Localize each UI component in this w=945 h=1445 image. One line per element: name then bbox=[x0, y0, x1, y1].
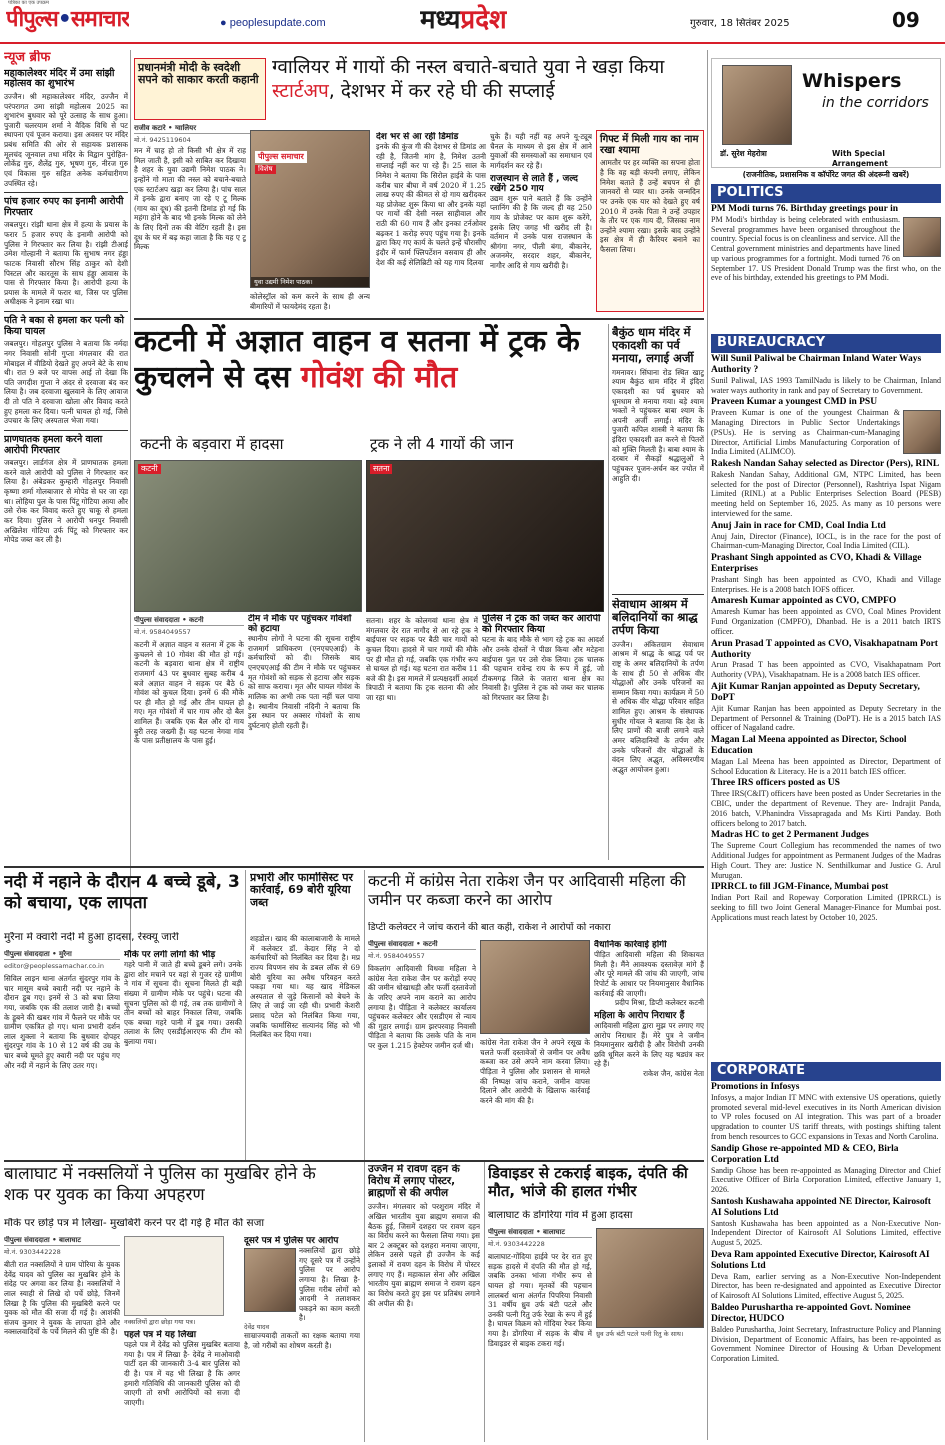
katni-accident-photo bbox=[134, 460, 362, 612]
naxal-headline: बालाघाट में नक्सलियों ने पुलिस का मुखबिर होने के शक पर युवक का किया अपहरण bbox=[4, 1164, 316, 1206]
author-name: डॉ. सुरेश मेहरोत्रा bbox=[720, 149, 767, 158]
brief-headline: पांच हजार रुपए का इनामी आरोपी गिरफ्तार bbox=[4, 196, 124, 218]
list-item: Prashant Singh appointed as CVO, Khadi & Village Enterprises Prashant Singh has been appointed as CVO, Khadi and Village Enterprises. He is a 2008 batch IOFS officer. bbox=[711, 553, 941, 594]
mobile-number: मो.नं. 9303442228 bbox=[4, 1248, 61, 1256]
pm-photo bbox=[903, 217, 941, 257]
corporate-list bbox=[711, 1082, 941, 1440]
whispers-title: Whispers bbox=[802, 70, 902, 92]
quote-author: प्रदीप मिश्रा, डिप्टी कलेक्टर कटनी bbox=[614, 998, 704, 1008]
subheadline-katni: कटनी के बड़वारा में हादसा bbox=[140, 436, 284, 453]
naxal-col-3 bbox=[244, 1236, 360, 1440]
brief-item bbox=[4, 316, 128, 426]
mobile-number: मो.नं. 9425119604 bbox=[134, 136, 191, 144]
paragraph: घटना के बाद मौके से भाग रहे ट्रक का आदर्श और उनके दोस्तों ने पीछा किया और मटेहना बाईपास पुल पर उसे रोक लिया। ट्रक चालक की पहचान रावेन्द्र राय के रूप में हुई, जो टीकमगढ़ जिले के जतारा थाना क्षेत्र का निवासी है। पुलिस ने ट्रक को जब्त कर चालक को गिरफ्तार कर लिया है। bbox=[482, 635, 604, 702]
bike-accident-headline: डिवाइडर से टकराई बाइक, दंपति की मौत, भांजे की हालत गंभीर bbox=[488, 1164, 688, 1200]
list-item: IPRRCL to fill JGM-Finance, Mumbai post Indian Port Rail and Ropeway Corporation Limited (IPRRCL) is seeking to fill two Joint General Manager-Finance for Mumbai post. Applications must reach latest by October 10, 2025. bbox=[711, 882, 941, 922]
byline: पीपुल्स संवाददाता • कटनी bbox=[368, 940, 476, 950]
byline: पीपुल्स संवाददाता • बालाघाट bbox=[488, 1228, 592, 1238]
brief-item bbox=[4, 435, 128, 545]
byline: पीपुल्स संवाददाता • कटनी bbox=[134, 616, 244, 626]
list-item: Anuj Jain in race for CMD, Coal India Ltd Anuj Jain, Director (Finance), IOCL, is in the race for the post of Chairman-cum-Managing Director, Coal India Limited (CIL). bbox=[711, 520, 941, 551]
rakesh-headline: कटनी में कांग्रेस नेता राकेश जैन पर आदिवासी महिला की जमीन पर कब्जा करने का आरोप bbox=[368, 872, 686, 910]
brief-item bbox=[4, 69, 128, 189]
list-item: Magan Lal Meena appointed as Director, School Education Magan Lal Meena has been appointed as Director, Department of School Education & Literacy. He is a 2011 batch IES officer. bbox=[711, 735, 941, 776]
victim-photo bbox=[480, 940, 590, 1034]
startup-headline: ग्वालियर में गायों की नस्ल बचाते-बचाते युवा ने खड़ा किया स्टार्टअप, देशभर में कर रहे घी की सप्लाई bbox=[272, 56, 665, 102]
gift-cow-box bbox=[596, 130, 704, 312]
subhead: पुलिस ने ट्रक को जब्त कर आरोपी को गिरफ्तार किया bbox=[482, 614, 601, 635]
brief-body: उज्जैन। श्री महाकालेश्वर मंदिर, उज्जैन में परंपरागत उमा सांझी महोत्सव 2025 का शुभारंभ बुधवार को पूरे उत्साह के साथ हुआ। पुजारी चलरयाम शर्मा ने वैदिक विधि से पट स्थापना एवं पूजन कराया। इस अवसर पर मंदिर प्रबंध समिति की ओर से सहायक प्रशासक मूलचंद जूनवाल तथा मंदिर के विद्वान पुरोहित- लोकेंद्र गुरु, शैलेंद्र गुरु, भूषण गुरु, नीरज गुरु एवं विकास गुरु सहित अनेक कर्मचारीगण उपस्थित रहे। bbox=[4, 91, 128, 188]
paragraph: उज्जैन। अंकितग्राम सेवाधाम आश्रम में श्राद्ध के श्राद्ध पर्व पर राष्ट्र के अमर बलिदानियों के तर्पण के साथ ही 50 से अधिक वीर योद्धाओं और उनके परिजनों का सम्मान किया गया। कार्यक्रम में 50 से अधिक वीर योद्धा परिवार सहित शामिल हुए। आश्रम के संस्थापक सुधीर गोयल ने बताया कि देश के लिए प्राणों की बाजी लगाने वाले अमर बलिदानियों के तर्पण और उनके परिजनों वीर योद्धाओं के वंदन लिए अद्भुत, अविस्मरणीय अद्भुत आयोजन हुआ। bbox=[612, 639, 704, 774]
globe-icon: ● bbox=[220, 17, 230, 29]
cow-deaths-headline: कटनी में अज्ञात वाहन व सतना में ट्रक के कुचलने से दस गोवंश की मौत bbox=[134, 324, 580, 395]
quote-author: राकेश जैन, कांग्रेस नेता bbox=[643, 1069, 704, 1079]
rakesh-subheadline: डिप्टी कलेक्टर ने जांच कराने की बात कही, राकेश ने आरोपों को नकारा bbox=[368, 922, 611, 933]
location-tag: सतना bbox=[370, 464, 392, 474]
naxal-col-2 bbox=[124, 1330, 240, 1440]
list-item: Will Sunil Paliwal be Chairman Inland Water Ways Authority ? Sunil Paliwal, IAS 1993 TamilNadu is likely to be Chairman, Inland water ways authority in rank and pay of Secretary to Government. bbox=[711, 354, 941, 395]
story-kicker-box bbox=[134, 58, 266, 120]
masthead bbox=[0, 0, 945, 44]
special-arrangement: With Special Arrangement bbox=[832, 149, 888, 168]
pharmacist-body: शहडोल। खाद की कालाबाजारी के मामले में कलेक्टर डॉ. केदार सिंह ने दो कर्मचारियों को निलंबित कर दिया है। मप्र राज्य विपणन संघ के डबल लॉक से 69 बोरी यूरिया का अवैध परिवहन करते पकड़ा गया था। यह खाद मेडिकल अस्पताल से जुड़े किसानों को बेचने के लिए ले जाई जा रही थी। प्रभारी केशरी प्रसाद पटेल को निलंबित किया गया, जबकि फार्मासिस्ट सत्यानंद सिंह को भी निलंबित कर दिया गया। bbox=[250, 934, 360, 1040]
corporate-section-title: CORPORATE bbox=[711, 1062, 941, 1081]
brand-label: पीपुल्स समाचार bbox=[255, 151, 307, 163]
paragraph: गहरे पानी में जाते ही बच्चे डूबने लगे। उनके द्वारा शोर मचाने पर वहां से गुजर रहे ग्रामीण ने गांव में सूचना दी। सूचना मिलते ही बड़ी संख्या में ग्रामीण मौके पर पहुंचे। घटना की सूचना पुलिस को दी गई, तब तक ग्रामीणों ने तीन बच्चों को बाहर निकाल लिया, जबकि एक बच्चा गहरे पानी में डूब गया। उसकी तलाश के लिए एसडीईआरएफ की टीम को बुलाया गया। bbox=[124, 960, 242, 1047]
victim-portrait bbox=[244, 1248, 296, 1312]
list-item: Deva Ram appointed Executive Director, Kairosoft AI Solutions Ltd Deva Ram, earlier serving as a Non-Executive Non-Independent Director, has been re-designated and appointed as Executive Director of Kairosoft AI Solutions Limited, effective August 5, 2025. bbox=[711, 1249, 941, 1301]
story-column-4 bbox=[490, 132, 592, 312]
couple-photo bbox=[596, 1228, 704, 1328]
entrepreneur-photo bbox=[250, 130, 370, 288]
sevadham-story bbox=[612, 598, 704, 860]
quote-body: आदिवासी महिला द्वारा मुझ पर लगाए गए आरोप निराधार हैं। मेरे पुत्र ने जमीन नियमानुसार खरीदी है और विरोधी उनकी छवि धूमिल करने के लिए यह षड्यंत्र कर रहे हैं। bbox=[594, 1020, 704, 1069]
paragraph: स्थानीय लोगों ने घटना की सूचना राष्ट्रीय राजमार्ग प्राधिकरण (एनएचएआई) के कर्मचारियों को दी। जिसके बाद एनएचएआई की टीम ने मौके पर पहुंचकर मृत गोवंशों को सड़क से हटाया और सड़क को साफ कराया। मृत और घायल गोवंश के मालिक का अभी तक पता नहीं चल पाया है। स्थानीय निवासी नंदिनी ने बताया कि इस स्थान पर अक्सर गोवंशों के साथ दुर्घटनाएं होती रहती हैं। bbox=[248, 634, 360, 730]
subhead: राजस्थान से लाते हैं , जल्द रखेंगे 250 गाय bbox=[490, 173, 578, 194]
brief-headline: प्राणघातक हमला करने वाला आरोपी गिरफ्तार bbox=[4, 433, 103, 456]
issue-date: गुरुवार, 18 सितंबर 2025 bbox=[690, 18, 790, 29]
river-headline: नदी में नहाने के दौरान 4 बच्चे डूबे, 3 को बचाया, एक लापता bbox=[4, 872, 240, 914]
list-item: Ajit Kumar Ranjan appointed as Deputy Secretary, DoPT Ajit Kumar Ranjan has been appointed as Deputy Secretary in the Department of Personnel & Training (DoPT). He is a 2015 batch IAS officer of Nagaland cadre. bbox=[711, 681, 941, 733]
photo-caption: युवा उद्यमी निमेश पाठक। bbox=[251, 277, 369, 287]
headline: बैकुंठ धाम मंदिर में एकादशी का पर्व मनाया, लगाई अर्जी bbox=[612, 326, 694, 365]
story-kicker: प्रधानमंत्री मोदी के स्वदेशी सपने को साकार करती कहानी bbox=[138, 61, 259, 87]
bureaucracy-section-title: BUREAUCRACY bbox=[711, 334, 941, 353]
quote-head: वैधानिक कार्रवाई होगी bbox=[594, 940, 667, 950]
story-column-2: कोलेस्ट्रॉल को कम करने के साथ ही अन्य बीमारियों में फायदेमंद रहता है। bbox=[250, 292, 370, 311]
list-item: Three IRS officers posted as US Three IRS(C&IT) officers have been posted as Under Secretaries in the CBIC, under the department of Revenue. They are- Indrajit Panda, 2016 batch, V.Phanindra Vissapragada and Ms Kirti Panday. Both officers belong to 2017 batch. bbox=[711, 778, 941, 828]
subhead: टीम ने मौके पर पहुंचकर गोवंशों को हटाया bbox=[248, 614, 352, 635]
story-column-1: मन में चाह हो तो किसी भी क्षेत्र में राह मिल जाती है, इसी को साबित कर दिखाया है शहर के युवा उद्यमी निमेश पाठक ने। इन्होंने गो माता की नस्ल को बचाने-बचाते एक स्टार्टअप खड़ा कर लिया है। पांच साल में इनके द्वारा बनाए जा रहे ए टू मिल्क (गाय का दूध) की इतनी डिमांड हो गई कि महंगा होने के बाद भी इनके मिल्क को लेने के लिए दिनों तक की वेटिंग रहती है। इस दूध के घर में बढ़ कहा जाता है कि यह ए टू मिल्क bbox=[134, 146, 246, 252]
site-url[interactable]: ● peoplesupdate.com bbox=[220, 17, 326, 29]
paragraph: गमनावर। सिंघाना रोड स्थित खाटू श्याम बैकुंठ धाम मंदिर में इंदिरा एकादशी का पर्व बुधवार को धूमधाम से मनाया गया। बड़े श्याम भक्तों ने पहुंचकर बाबा श्याम के अपनी अर्जी लगाई। मंदिर के पुजारी कपिल शास्त्री ने बताया कि इंदिरा एकादशी व्रत करने से पितरों को मुक्ति मिलती है। बाबा श्याम के दरबार में सैकड़ों श्रद्धालुओं ने पहुंचकर पूजन-अर्चन कर ज्योत में आहुति दी। bbox=[612, 367, 704, 483]
special-label: विशेष bbox=[255, 165, 276, 174]
logo-subtitle: पत्रिका का एक उपक्रम bbox=[8, 0, 49, 6]
editor-email[interactable]: editor@peoplessamachar.co.in bbox=[4, 962, 104, 970]
satna-col-2 bbox=[482, 614, 604, 856]
whispers-subtitle: in the corridors bbox=[822, 95, 929, 111]
news-brief-column bbox=[4, 50, 128, 950]
paragraph: उद्यम शुरू पाने बताते हैं कि उन्होंने प्लानिंग की है कि जल्द ही वह 250 गाय के प्रोजेक्ट पर काम शुरू करेंगे, इसके लिए जगह भी खरीद ली है। वर्तमान में उनके पास राजस्थान के श्रीगंगा नगर, पीली बंगा, बीकानेर, अजनमेर, सरदार शहर, बीकानेर, नागौर आदि से गाय खरीदी है। bbox=[490, 193, 592, 271]
section-title: मध्यप्रदेश bbox=[420, 5, 507, 35]
naxal-col-1: बीती रात नक्सलियों ने ग्राम पोरिया के युवक देवेंद्र यादव को पुलिस का मुखबिर होने के संदेह पर अगवा कर लिया है। नक्सलियों ने लाल स्याही से लिखे दो पर्चे छोड़े, जिनमें लिखा है कि पुलिस की मुखबिरी करने पर युवक को मौत की सजा दी गई है। आशंकी संजय कुमार ने युवक के लापता होने और नक्सलवादियों के पर्चे मिलने की पुष्टि की है। bbox=[4, 1260, 120, 1337]
quotes-column bbox=[594, 940, 704, 1154]
mobile-number: मो.नं. 9303442228 bbox=[488, 1240, 545, 1248]
bike-accident-subheadline: बालाघाट के डोंगरिया गांव में हुआ हादसा bbox=[488, 1210, 633, 1221]
list-item: Madras HC to get 2 Permanent Judges The Supreme Court Collegium has recommended the names of two Additional Judges for appointment as Permanent Judges of the Madras High Court. They are: Justice N. Senthilkumar and Justice G. Arul Murugan. bbox=[711, 830, 941, 880]
katni-col-2 bbox=[248, 614, 360, 856]
politics-section-title: POLITICS bbox=[711, 184, 941, 203]
byline: राजीव कटारे • ग्वालियर bbox=[134, 124, 266, 134]
rakesh-col-2: कांग्रेस नेता राकेश जैन ने अपने रसूख के चलते फर्जी दस्तावेजों से जमीन पर अवैध कब्जा कर उसे अपने नाम करवा लिया। पीड़िता ने पुलिस और प्रशासन से मामले की निष्पक्ष जांच कराने, जमीन वापस दिलाने और आरोपी के खिलाफ कार्रवाई करने की मांग की है। bbox=[480, 1038, 590, 1105]
list-item: Arun Prasad T appointed as CVO, Visakhapatnam Port Authority Arun Prasad T has been appointed as CVO, Visakhapatnam Port Authority (VPA), Visakhapatnam. He is a 2008 batch IES officer. bbox=[711, 638, 941, 680]
officer-photo bbox=[903, 410, 941, 454]
headline: उज्जैन में रावण दहन के विरोध में लगाए पोस्टर, ब्राह्मणों से की अपील bbox=[368, 1164, 460, 1199]
paragraph: उज्जैन। मंगलवार को परशुराम मंदिर में अखिल भारतीय युवा ब्राह्मण समाज की बैठक हुई, जिसमें दशहरा पर रावण दहन का विरोध करने का फैसला लिया गया। इस बार 2 अक्टूबर को दशहरा मनाया जाएगा, लेकिन उससे पहले ही उज्जैन के कई इलाकों में रावण दहन के विरोध में पोस्टर लगाए गए हैं। महाकाल सेना और अखिल भारतीय युवा ब्राह्मण समाज ने रावण दहन का विरोध करते हुए इस पर प्रतिबंध लगाने की अपील की है। bbox=[368, 1202, 480, 1308]
paragraph: इनके की कुंज गी की देशभर से डिमांड आ रही है, जितनी मांग है, निमेश उतनी सप्लाई नहीं कर पा रहे हैं। 25 साल के निमेश ने बताया कि सिरोल हाईवे के पास करीब चार बीघा में वर्ष 2020 में 1.25 लाख रुपए की कीमत से दो गाय खरीदकर यह प्रोजेक्ट शुरू किया था और इनके यहां पर गायों की देसी नस्ल साहीवाल और राठी की 60 गाय हैं और इनका टर्नओवर बढ़कर 1 करोड़ रुपए पहुंच गया है। इनके द्वारा किए गए कार्य के चलते इन्हें चौरासीए इंदौर में फार्म फ्लिपर्टेशन वसवाय ही और देश की कई सेलिब्रिटी को यह गाय दिलवा bbox=[376, 142, 486, 267]
river-col-1: सिविल लाइन थाना अंतर्गत सुंदरपुर गांव के चार मासूम बच्चे क्वारी नदी पर नहाने के दौरान डूब गए। इनमें से 3 को बचा लिया गया, जबकि एक की तलाश जारी है। बच्चों के डूबने की खबर गांव में फैलने पर मौके पर ग्रामीण एकत्रित हो गए। थाना प्रभारी दर्शन लाल शुक्ला ने बताया कि बुधवार दोपहर सुंदरपुर गांव के 10 से 12 वर्ष की उम्र के चार बच्चे घूमते हुए क्वारी नदी पर पहुंच गए और नदी में नहाने के लिए उतर गए। bbox=[4, 974, 120, 1070]
list-item: Baldeo Purushartha re-appointed Govt. Nominee Director, HUDCO Baldeo Purushartha, Joint Secretary, Infrastructure Policy and Planning Division, Department of Economic Affairs, has been re-appointed as Government Nominee Director of Housing & Urban Development Corporation Limited. bbox=[711, 1302, 941, 1364]
photo-caption: नक्सलियों द्वारा छोड़ा गया पत्र। bbox=[124, 1318, 196, 1326]
story-column-3 bbox=[376, 132, 486, 312]
news-brief-title: न्यूज ब्रीफ bbox=[4, 50, 51, 65]
river-col-2 bbox=[124, 950, 242, 1150]
paragraph: PM Modi's birthday is being celebrated with enthusiasm. Several programmes have been organised throughout the country. Special focus is on cleanliness and service. All the Central government ministries and departments have lined up various programmes for a fortnight. Modi turned 76 on September 17. US President Donald Trump was the first who, on the eve of his birthday, extended his greetings to PM Modi. bbox=[711, 214, 941, 283]
list-item: Santosh Kushawaha appointed NE Director, Kairosoft AI Solutions Ltd Santosh Kushawaha has been appointed as a Non-Executive Non-Independent Director of Kairosoft AI Solutions Limited, effective August 5, 2025. bbox=[711, 1196, 941, 1248]
subhead: देश भर से आ रही डिमांड bbox=[376, 132, 459, 142]
naxal-subheadline: मौके पर छोड़े पत्र में लिखा- मुखबिरी करने पर दी गई है मौत की सजा bbox=[4, 1218, 265, 1229]
brief-body: जबलपुर। गोहलपुर पुलिस ने बताया कि नर्मदा नगर निवासी सोनी गुप्ता मंगलवार की रात मोबाइल में वीडियो देखते हुए अपने बेटे के साथ थी। रात 9 बजे पर वापस आई तो देखा कि पति जगदीश गुप्ता ने अंदर से दरवाजा बंद कर लिया है। जब दरवाजा खुलवाने के लिए आवाज दी तो पति ने दरवाजा खोला और विवाद करते हुए हमला कर दिया। पत्नी घायल हो गई, जिसे उपचार के लिए अस्पताल भेजा गया। bbox=[4, 339, 128, 426]
satna-col-1: सतना। शहर के कोलगवां थाना क्षेत्र में मंगलवार देर रात नागौद से आ रहे ट्रक ने बाईपास पर सड़क पर बैठी चार गायों को कुचल दिया। हादसे में चार गायों की मौके पर ही मौत हो गई, जबकि एक गंभीर रूप से घायल हो गई। यह घटना रात करीब 11 बजे की है। इस मामले में प्रत्यक्षदर्शी आदर्श त्रिपाठी ने बताया कि ट्रक सतना की ओर जा रहा था। bbox=[366, 616, 478, 702]
whispers-tagline: (राजनीतिक, प्रशासनिक व कॉर्पोरेट जगत की अंदरूनी खबरें) bbox=[742, 170, 910, 179]
byline: पीपुल्स संवाददाता • बालाघाट bbox=[4, 1236, 120, 1246]
photo-caption: ध्रुव उर्फ बंटी पटले पत्नी रितु के साथ। bbox=[596, 1330, 684, 1338]
politics-story bbox=[711, 204, 941, 332]
author-photo bbox=[722, 65, 792, 145]
paragraph: नक्सलियों द्वारा छोड़े गए दूसरे पत्र में उन्होंने पुलिस पर आरोप लगाया है। लिखा है- पुलिस गरीब लोगों को आदमी ने तलाशकर पकड़ने का काम करती है। bbox=[299, 1246, 360, 1323]
subhead: दूसरे पत्र में पुलिस पर आरोप bbox=[244, 1236, 339, 1246]
quote-body: पीड़ित आदिवासी महिला की शिकायत मिली है। मैंने आवश्यक दस्तावेज़ मांगे हैं और पूरे मामले की जांच की जाएगी, जांच रिपोर्ट के आधार पर नियमानुसार वैधानिक कार्रवाई की जाएगी। bbox=[594, 950, 704, 998]
page-number: 09 bbox=[892, 8, 920, 32]
list-item: Amaresh Kumar appointed as CVO, CMPFO Amaresh Kumar has been appointed as CVO, Coal Mines Provident Fund Organization (CMPFO), Dhanbad. He is a 2011 batch IRTS officer. bbox=[711, 596, 941, 636]
brief-body: जबलपुर। रांझी थाना क्षेत्र में हत्या के प्रयास के फरार 5 हजार रुपए के इनामी आरोपी को पुलिस ने गिरफ्तार कर लिया है। रांझी टीआई उमेश गोल्हानी ने बताया कि सुभाष नगर हंड्डा फाटक निवासी सौरभ सिंह ठाकुर को देशी पिस्टल और कारतूस के साथ हंड्डा आवास के पास से गिरफ्तार किया है। आरोपी हत्या के प्रयास के मामले में फरार था, जिस पर पुलिस अधीक्षक ने इनाम रखा था। bbox=[4, 220, 128, 307]
list-item: Promotions in Infosys Infosys, a major Indian IT MNC with extensive US operations, quietly promoted several mid-level executives in its North American division to VP roles focused on AI integration. This was part of a broader upgradation to counter US tariff threats, with postings shifting talent from bench resources to GCC expansions in Texas and North Carolina. bbox=[711, 1082, 941, 1141]
box-body: आमतौर पर हर व्यक्ति का सपना होता है कि वह बड़ी कंपनी लगाए, लेकिन निमेश बताते हैं उन्हें बचपन से ही जानवरों से प्यार था। उनके जन्मदिन पर उनके एक यार को देखते हुए वर्ष 2010 में उनके पिता ने उन्हें उपहार के तौर पर एक गाय दी, जिसका नाम उन्होंने श्यामा रखा। इसके बाद उन्होंने इस क्षेत्र में ही कैरियर बनाने का फैसला लिया। bbox=[600, 158, 700, 254]
subhead: मौके पर लगी लोगों की भीड़ bbox=[124, 950, 216, 960]
headline: सेवाधाम आश्रम में बलिदानियों का श्राद्ध तर्पण किया bbox=[612, 598, 698, 637]
katni-col-1: कटनी में अज्ञात वाहन व सतना में ट्रक के कुचलने से 10 गोवंश की मौत हो गई। कटनी के बड़वारा थाना क्षेत्र में राष्ट्रीय राजमार्ग 43 पर बुधवार सुबह करीब 4 बजे अज्ञात वाहन ने सड़क पर बैठे 6 गोवंश को कुचल दिया। इनमें 6 की मौके पर ही मौत हो गई और तीन घायल हो गए। मृत गोवंशों में चार गाय और दो बैल शामिल हैं। जबकि एक बैल और दो गाय बुरी तरह जख्मी हैं। यह घटना नेगवा गांव के पास प्रतीक्षालय के पास हुई। bbox=[134, 640, 244, 746]
list-item: Rakesh Nandan Sahay selected as Director (Pers), RINL Rakesh Nandan Sahay, Additional GM, NTPC Limited, has been selected for the post of Director (Personnel), Rashtriya Ispat Nigam Limited (RINL) at a Public Enterprises Selection Board (PESB) meeting held on September 16, 2025. As many as 10 persons were interviewed for the same. bbox=[711, 459, 941, 518]
river-subheadline: मुरैना में क्वारी नदी में हुआ हादसा, रेस्क्यू जारी bbox=[4, 932, 179, 943]
subhead: पहले पत्र में यह लिखा bbox=[124, 1330, 197, 1340]
rakesh-col-1: विकलांग आदिवासी विधवा महिला ने कांग्रेस नेता राकेश जैन पर करोड़ों रुपए की जमीन धोखाधड़ी और फर्जी दस्तावेजों के जरिए अपने नाम कराने का आरोप लगाया है। पीड़िता ने कलेक्टर कार्यालय पहुंचकर कलेक्टर और एसडीएम से न्याय की गुहार लगाई। ग्राम झरपरवाह निवासी पीड़िता ने बताया कि उसके पति के नाम पर कुल 1.215 हेक्टेयर जमीन दर्ज थी। bbox=[368, 964, 476, 1050]
headline: PM Modi turns 76. Birthday greetings pour in bbox=[711, 204, 899, 214]
bureaucracy-list bbox=[711, 354, 941, 1060]
pharmacist-headline: प्रभारी और फार्मासिस्ट पर कार्रवाई, 69 बोरी यूरिया जब्त bbox=[250, 872, 354, 909]
subheadline-satna: ट्रक ने ली 4 गायों की जान bbox=[370, 436, 514, 453]
mobile-number: मो.नं. 9584049557 bbox=[134, 628, 191, 636]
portrait-caption: देवेंद्र यादव bbox=[244, 1323, 270, 1332]
paragraph: पहले पत्र में देवेंद्र को पुलिस मुखबिर बताया गया है। पत्र में लिखा है- देवेंद्र ने माओवादी पार्टी दल की जानकारी 3-4 बार पुलिस को दी है। पत्र में यह भी लिखा है कि अगर हमारी गतिविधि की जानकारी पुलिस को दी जाएगी तो सभी आरोपियों को सजा दी जाएगी। bbox=[124, 1340, 240, 1407]
brief-headline: महाकालेश्वर मंदिर में उमा सांझी महोत्सव का शुभारंभ bbox=[4, 67, 115, 90]
list-item: Praveen Kumar a youngest CMD in PSU Praveen Kumar is one of the youngest Chairman & Managing Directors in Public Sector Undertakings (PSUs). He is serving as Chairman-cum-Managing Director, Artificial Limbs Manufacturing Corporation of India Limited (ALIMCO). bbox=[711, 397, 941, 457]
naxal-letter-photo bbox=[124, 1236, 224, 1316]
box-headline: गिफ्ट में मिली गाय का नाम रखा श्यामा bbox=[600, 134, 699, 157]
byline: पीपुल्स संवाददाता • मुरैना bbox=[4, 950, 120, 960]
ravan-story bbox=[368, 1164, 480, 1440]
paragraph: साम्राज्यवादी ताकतों का रक्षक बताया गया है, जो गरीबों का शोषण करती है। bbox=[244, 1331, 360, 1351]
whispers-banner bbox=[711, 58, 941, 168]
quote-head: महिला के आरोप निराधार हैं bbox=[594, 1010, 685, 1021]
satna-accident-photo bbox=[366, 460, 604, 612]
paragraph: चुके हैं। यही नहीं वह अपने यू-ट्यूब चैनल के माध्यम से इस क्षेत्र में आने युवाओं की समस्याओं का समाधान एवं मार्गदर्शन कर रहे हैं। bbox=[490, 132, 592, 170]
baikunth-story bbox=[612, 326, 704, 588]
bike-accident-col-1: बालाघाट-गोंदिया हाईवे पर देर रात हुए सड़क हादसे में दंपति की मौत हो गई, जबकि उनका भांजा गंभीर रूप से घायल हो गया। मृतकों की पहचान लालबर्रा थाना अंतर्गत पिपरिया निवासी 31 वर्षीय ध्रुव उर्फ बंटी पटले और उनकी पत्नी रितु उर्फ रेखा के रूप में हुई है। घायल विक्रम को गोंदिया रेफर किया गया है। डोंगरिया में सड़क के बीच में डिवाइडर से बाइक टकरा गई। bbox=[488, 1252, 592, 1348]
brief-headline: पति ने बका से हमला कर पत्नी को किया घायल bbox=[4, 315, 124, 337]
brief-item bbox=[4, 197, 128, 307]
mobile-number: मो.नं. 9584049557 bbox=[368, 952, 425, 960]
logo: पीपुल्स•समाचार bbox=[6, 7, 130, 32]
brief-body: जबलपुर। लार्डगंज क्षेत्र में प्राणघातक हमला करने वाले आरोपी को पुलिस ने गिरफ्तार कर लिया है। अंबेडकर कुम्हारी गोहलपुर निवासी कृष्णा शर्मा गोलबाजार से मोपेड से घर जा रहा था। लोहिया पुल के पास पिंटू गोटिया आया और उसे रोक कर विवाद करते हुए चाकू से हमला कर दिया। पुलिस ने आरोपी धनपुर निवासी अखिलेश गोटिया उर्फ पिंटू को गिरफ्तार कर मोपेड जब्त कर ली है। bbox=[4, 458, 128, 545]
list-item: Sandip Ghose re-appointed MD & CEO, Birla Corporation Ltd Sandip Ghose has been re-appointed as Managing Director and Chief Executive Officer of Birla Corporation Limited, effective January 1, 2026. bbox=[711, 1143, 941, 1195]
location-tag: कटनी bbox=[138, 464, 161, 474]
